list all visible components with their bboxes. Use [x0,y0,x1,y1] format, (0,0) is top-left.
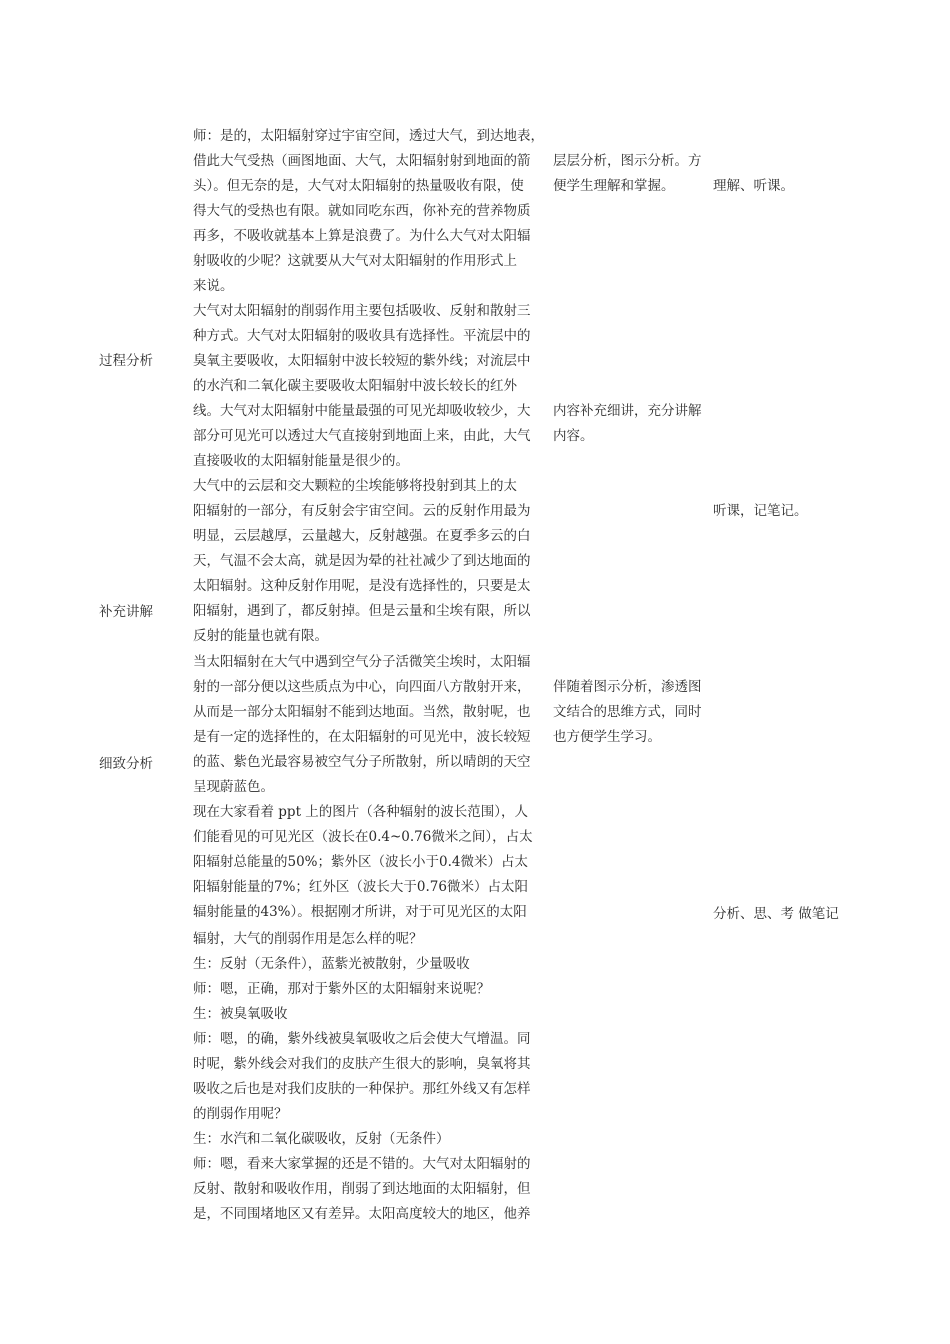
teacher-text-line: 阳辐射，遇到了，都反射掉。但是云量和尘埃有限，所以 [193,603,531,619]
teacher-text-line: 师：是的，太阳辐射穿过宇宙空间，透过大气，到达地表， [193,128,544,144]
teacher-text-line: 射的一部分便以这些质点为中心，向四面八方散射开来， [193,679,531,695]
teacher-text-line: 来说。 [193,278,234,294]
teacher-text-line: 阳辐射总能量的50%；紫外区（波长小于0.4微米）占太 [193,854,528,870]
teacher-text-line: 们能看见的可见光区（波长在0.4~0.76微米之间），占太 [193,829,533,845]
teacher-text-line: 辐射，大气的削弱作用是怎么样的呢？ [193,931,423,947]
teacher-text-line: 再多，不吸收就基本上算是浪费了。为什么大气对太阳辐 [193,228,531,244]
section-label-supplement: 补充讲解 [99,604,153,620]
student-answer-line: 生：反射（无条件），蓝紫光被散射，少量吸收 [193,956,470,972]
teacher-text-line: 师：嗯，看来大家掌握的还是不错的。大气对太阳辐射的 [193,1156,531,1172]
student-answer-line: 生：水汽和二氧化碳吸收，反射（无条件） [193,1131,450,1147]
teacher-text-line: 阳辐射的一部分，有反射会宇宙空间。云的反射作用最为 [193,503,531,519]
design-intent-line: 内容。 [553,428,594,444]
teacher-text-line: 得大气的受热也有限。就如同吃东西，你补充的营养物质 [193,203,531,219]
teacher-text-line: 明显，云层越厚，云量越大，反射越强。在夏季多云的白 [193,528,531,544]
teacher-text-line: 部分可见光可以透过大气直接射到地面上来，由此，大气 [193,428,531,444]
teacher-text-line: 射吸收的少呢？这就要从大气对太阳辐射的作用形式上 [193,253,517,269]
teacher-text-line: 是，不同围堵地区又有差异。太阳高度较大的地区，他养 [193,1206,531,1222]
teacher-text-line: 种方式。大气对太阳辐射的吸收具有选择性。平流层中的 [193,328,531,344]
design-intent-line: 便学生理解和掌握。 [553,178,675,194]
student-activity-notes: 听课，记笔记。 [713,503,808,519]
teacher-text-line: 师：嗯，正确，那对于紫外区的太阳辐射来说呢？ [193,981,490,997]
teacher-text-line: 现在大家看着 ppt 上的图片（各种辐射的波长范围），人 [193,804,529,820]
teacher-text-line: 借此大气受热（画图地面、大气，太阳辐射射到地面的箭 [193,153,531,169]
teacher-text-line: 呈现蔚蓝色。 [193,779,274,795]
teacher-text-line: 当太阳辐射在大气中遇到空气分子活微笑尘埃时，太阳辐 [193,654,531,670]
teacher-text-line: 吸收之后也是对我们皮肤的一种保护。那红外线又有怎样 [193,1081,531,1097]
section-label-detailed-analysis: 细致分析 [99,756,153,772]
student-activity-understand: 理解、听课。 [713,178,794,194]
design-intent-line: 伴随着图示分析，渗透图 [553,679,702,695]
teacher-text-line: 时呢，紫外线会对我们的皮肤产生很大的影响，臭氧将其 [193,1056,531,1072]
section-label-process-analysis: 过程分析 [99,353,153,369]
teacher-text-line: 臭氧主要吸收，太阳辐射中波长较短的紫外线；对流层中 [193,353,531,369]
design-intent-line: 文结合的思维方式，同时 [553,704,702,720]
teacher-text-line: 头）。但无奈的是，大气对太阳辐射的热量吸收有限，使 [193,178,524,194]
teacher-text-line: 辐射能量的43%）。根据刚才所讲，对于可见光区的太阳 [193,904,527,920]
teacher-text-line: 从而是一部分太阳辐射不能到达地面。当然，散射呢，也 [193,704,531,720]
teacher-text-line: 阳辐射能量的7%；红外区（波长大于0.76微米）占太阳 [193,879,528,895]
teacher-text-line: 反射的能量也就有限。 [193,628,328,644]
teacher-text-line: 师：嗯，的确，紫外线被臭氧吸收之后会使大气增温。同 [193,1031,531,1047]
teacher-text-line: 的蓝、紫色光最容易被空气分子所散射，所以晴朗的天空 [193,754,531,770]
design-intent-line: 内容补充细讲，充分讲解 [553,403,702,419]
teacher-text-line: 的削弱作用呢？ [193,1106,288,1122]
teacher-text-line: 天，气温不会太高，就是因为晕的社社减少了到达地面的 [193,553,531,569]
teacher-text-line: 反射、散射和吸收作用，削弱了到达地面的太阳辐射，但 [193,1181,531,1197]
student-activity-analyze: 分析、思、考 做笔记 [713,906,839,922]
design-intent-line: 也方便学生学习。 [553,729,661,745]
teacher-text-line: 直接吸收的太阳辐射能量是很少的。 [193,453,409,469]
teacher-text-line: 是有一定的选择性的，在太阳辐射的可见光中，波长较短 [193,729,531,745]
teacher-text-line: 线。大气对太阳辐射中能量最强的可见光却吸收较少，大 [193,403,531,419]
teacher-text-line: 大气对太阳辐射的削弱作用主要包括吸收、反射和散射三 [193,303,531,319]
student-answer-line: 生：被臭氧吸收 [193,1006,288,1022]
teacher-text-line: 太阳辐射。这种反射作用呢，是没有选择性的，只要是太 [193,578,531,594]
teacher-text-line: 的水汽和二氧化碳主要吸收太阳辐射中波长较长的红外 [193,378,517,394]
teacher-text-line: 大气中的云层和交大颗粒的尘埃能够将投射到其上的太 [193,478,517,494]
design-intent-line: 层层分析，图示分析。方 [553,153,702,169]
